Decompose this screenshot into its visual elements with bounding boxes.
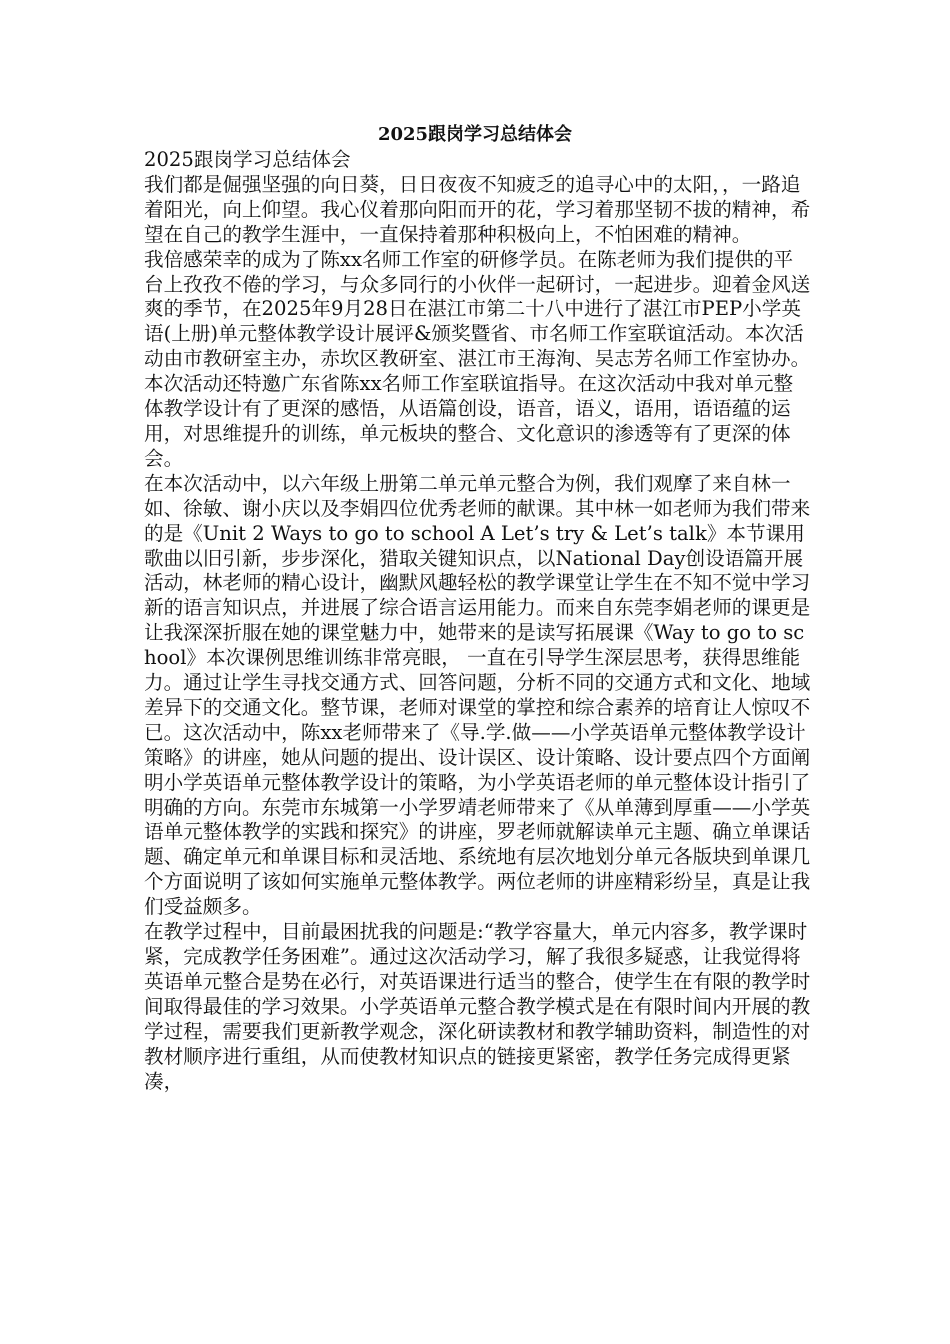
paragraph-subtitle: 2025跟岗学习总结体会 — [144, 148, 351, 171]
paragraph-observed-lessons: 在本次活动中，以六年级上册第二单元单元整合为例，我们观摩了来自林一如、徐敏、谢小庆以及李娟四位优秀老师的献课。其中林一如老师为我们带来的是《Unit 2 Ways to go to school A Let’s try & Let’s talk》本节课用歌曲以旧引新，步步深化，猎取关键知识点，以National Day创设语篇开展活动，林老师的精心设计，幽默风趣轻松的教学课堂让学生在不知不觉中学习新的语言知识点，并进展了综合语言运用能力。而来自东莞李娟老师的课更是让我深深折服在她的课堂魅力中，她带来的是读写拓展课《Way to go to school》本次课例思维训练非常亮眼， 一直在引导学生深层思考，获得思维能力。通过让学生寻找交通方式、回答问题，分析不同的交通方式和文化、地域差异下的交通文化。整节课，老师对课堂的掌控和综合素养的培育让人惊叹不已。这次活动中，陈xx老师带来了《导.学.做——小学英语单元整体教学设计策略》的讲座，她从问题的提出、设计误区、设计策略、设计要点四个方面阐明小学英语单元整体教学设计的策略，为小学英语老师的单元整体设计指引了明确的方向。东莞市东城第一小学罗靖老师带来了《从单薄到厚重——小学英语单元整体教学的实践和探究》的讲座，罗老师就解读单元主题、确立单课话题、确定单元和单课目标和灵活地、系统地有层次地划分单元各版块到单课几个方面说明了该如何实施单元整体教学。两位老师的讲座精彩纷呈，真是让我们受益颇多。 — [144, 471, 811, 919]
document-body — [144, 148, 812, 1094]
paragraph-teaching-reflection: 在教学过程中，目前最困扰我的问题是:“教学容量大，单元内容多，教学课时紧，完成教学任务困难”。通过这次活动学习，解了我很多疑惑，让我觉得将英语单元整合是势在必行，对英语课进行适当的整合，使学生在有限的教学时间取得最佳的学习效果。小学英语单元整合教学模式是在有限时间内开展的教学过程，需要我们更新教学观念，深化研读教材和教学辅助资料，制造性的对教材顺序进行重组，从而使教材知识点的链接更紧密，教学任务完成得更紧凑， — [144, 920, 811, 1093]
paragraph-studio-activity: 我倍感荣幸的成为了陈xx名师工作室的研修学员。在陈老师为我们提供的平台上孜孜不倦的学习，与众多同行的小伙伴一起研讨，一起进步。迎着金风送爽的季节，在2025年9月28日在湛江市第二十八中进行了湛江市PEP小学英语(上册)单元整体教学设计展评&颁奖暨省、市名师工作室联谊活动。本次活动由市教研室主办，赤坎区教研室、湛江市王海洵、吴志芳名师工作室协办。本次活动还特邀广东省陈xx名师工作室联谊指导。在这次活动中我对单元整体教学设计有了更深的感悟，从语篇创设，语音，语义，语用，语语蕴的运用，对思维提升的训练，单元板块的整合、文化意识的渗透等有了更深的体会。 — [144, 247, 811, 470]
document-title: 2025跟岗学习总结体会 — [377, 124, 573, 145]
paragraph-sunflower: 我们都是倔强坚强的向日葵，日日夜夜不知疲乏的追寻心中的太阳，，一路追着阳光，向上仰望。我心仪着那向阳而开的花，学习着那坚韧不拔的精神，希望在自己的教学生涯中，一直保持着那种积极向上，不怕困难的精神。 — [144, 172, 811, 246]
